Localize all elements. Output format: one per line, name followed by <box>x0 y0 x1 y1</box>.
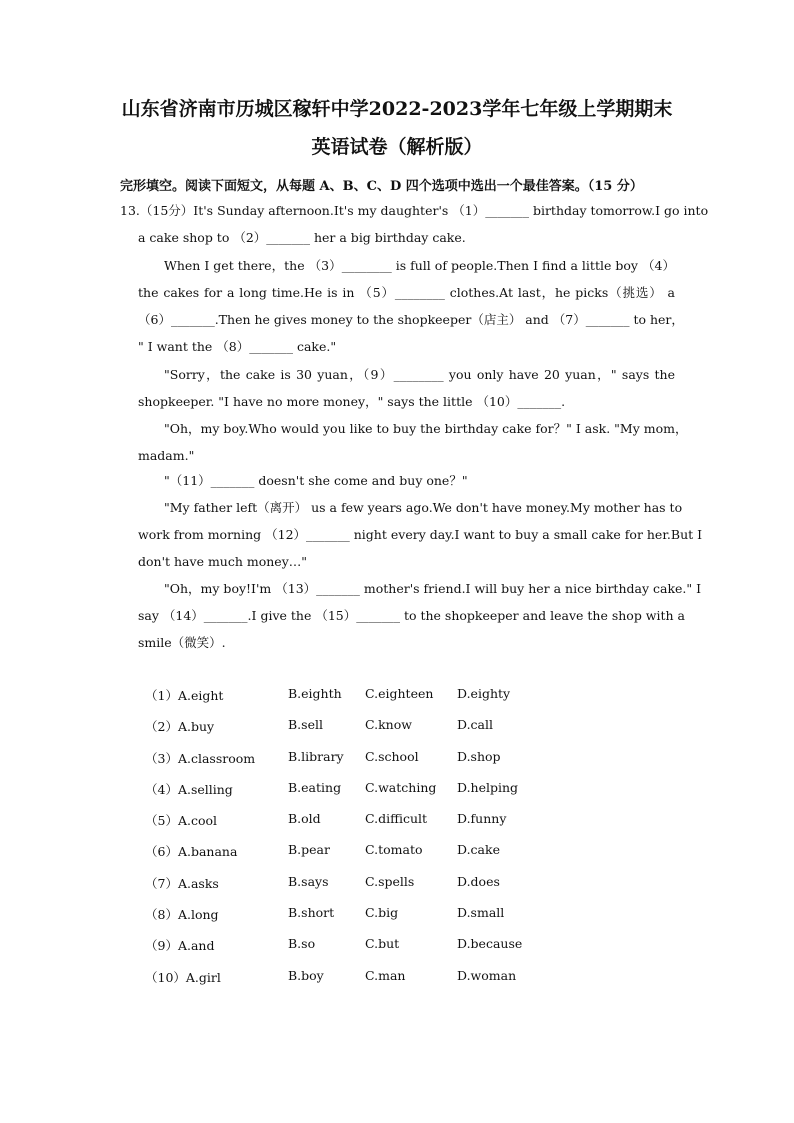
passage-line: "（11）_______ doesn't she come and buy one？" <box>164 473 468 488</box>
passage-line: When I get there，the （3）________ is full of people.Then I find a little boy （4） <box>164 258 675 273</box>
option-label: （7）A.asks <box>145 875 219 891</box>
passage-line: madam." <box>138 448 195 463</box>
option-d: D.because <box>457 936 523 952</box>
passage-line: （6）_______.Then he gives money to the shopkeeper（店主） and （7）_______ to her， <box>138 312 684 327</box>
option-c: C.difficult <box>365 811 428 827</box>
option-label: （5）A.cool <box>145 813 218 829</box>
option-c: C.spells <box>365 873 415 889</box>
option-label: （3）A.classroom <box>145 750 256 766</box>
option-c: C.big <box>365 905 399 921</box>
option-c: C.school <box>365 748 419 764</box>
option-c: C.tomato <box>365 842 423 858</box>
passage-line: work from morning （12）_______ night every day.I want to buy a small cake for her.But I <box>138 527 703 542</box>
option-d: D.cake <box>457 842 500 858</box>
passage-paragraph-5 <box>138 467 675 494</box>
option-d: D.helping <box>457 779 519 795</box>
passage-line: "My father left（离开） us a few years ago.We don't have money.My mother has to <box>164 500 683 515</box>
option-c: C.watching <box>365 779 437 795</box>
option-d: D.eighty <box>457 686 511 701</box>
passage-paragraph-4 <box>138 415 688 469</box>
passage-line: 13.（15分）It's Sunday afternoon.It's my daughter's （1）_______ birthday tomorrow.I go into <box>120 203 709 218</box>
option-label: （9）A.and <box>145 938 215 954</box>
option-c: C.eighteen <box>365 686 434 701</box>
option-c: C.know <box>365 717 412 733</box>
option-label: （10）A.girl <box>145 969 221 985</box>
passage-paragraph-1 <box>120 197 709 251</box>
passage-line: "Sorry，the cake is 30 yuan，（9）________ you only have 20 yuan，" says the <box>164 367 675 382</box>
option-b: B.short <box>288 905 335 921</box>
option-b: B.library <box>288 748 344 764</box>
section-heading: 完形填空。阅读下面短文，从每题 A、B、C、D 四个选项中选出一个最佳答案。（15 分） <box>120 179 643 194</box>
option-b: B.boy <box>288 967 324 983</box>
exam-title <box>100 90 694 166</box>
title-line-2: 英语试卷（解析版） <box>311 136 483 158</box>
option-d: D.woman <box>457 967 517 983</box>
option-label: （6）A.banana <box>145 844 238 860</box>
option-c: C.man <box>365 967 406 983</box>
passage-paragraph-3 <box>138 361 675 415</box>
passage-paragraph-2 <box>138 252 684 360</box>
option-label: （1）A.eight <box>145 688 224 703</box>
passage-line: " I want the （8）_______ cake." <box>138 339 337 354</box>
passage-paragraph-7 <box>138 575 702 656</box>
option-b: B.eighth <box>288 686 342 701</box>
passage-paragraph-6 <box>138 494 703 575</box>
passage-line: say （14）_______.I give the （15）_______ to the shopkeeper and leave the shop with a <box>138 608 685 623</box>
title-line-1: 山东省济南市历城区稼轩中学2022-2023学年七年级上学期期末 <box>121 98 673 120</box>
passage-line: shopkeeper. "I have no more money，" says the little （10）_______. <box>138 394 566 409</box>
option-d: D.call <box>457 717 493 733</box>
option-b: B.sell <box>288 717 323 733</box>
passage-line: "Oh，my boy.Who would you like to buy the birthday cake for？" I ask. "My mom， <box>164 421 688 436</box>
passage-line: don't have much money…" <box>138 554 308 569</box>
option-d: D.shop <box>457 748 501 764</box>
option-b: B.old <box>288 811 321 827</box>
option-b: B.pear <box>288 842 330 858</box>
passage-line: the cakes for a long time.He is in （5）________ clothes.At last，he picks（挑选） a <box>138 285 675 300</box>
option-label: （8）A.long <box>145 907 219 923</box>
option-label: （2）A.buy <box>145 719 215 735</box>
option-b: B.so <box>288 936 316 952</box>
option-c: C.but <box>365 936 400 952</box>
option-b: B.eating <box>288 779 342 795</box>
passage-line: smile（微笑）. <box>138 635 226 650</box>
passage-line: "Oh，my boy!I'm （13）_______ mother's friend.I will buy her a nice birthday cake." I <box>164 581 702 596</box>
option-b: B.says <box>288 873 329 889</box>
passage-line: a cake shop to （2）_______ her a big birthday cake. <box>138 230 466 245</box>
option-d: D.small <box>457 905 505 921</box>
option-label: （4）A.selling <box>145 781 233 797</box>
option-d: D.funny <box>457 811 507 827</box>
option-d: D.does <box>457 873 500 889</box>
